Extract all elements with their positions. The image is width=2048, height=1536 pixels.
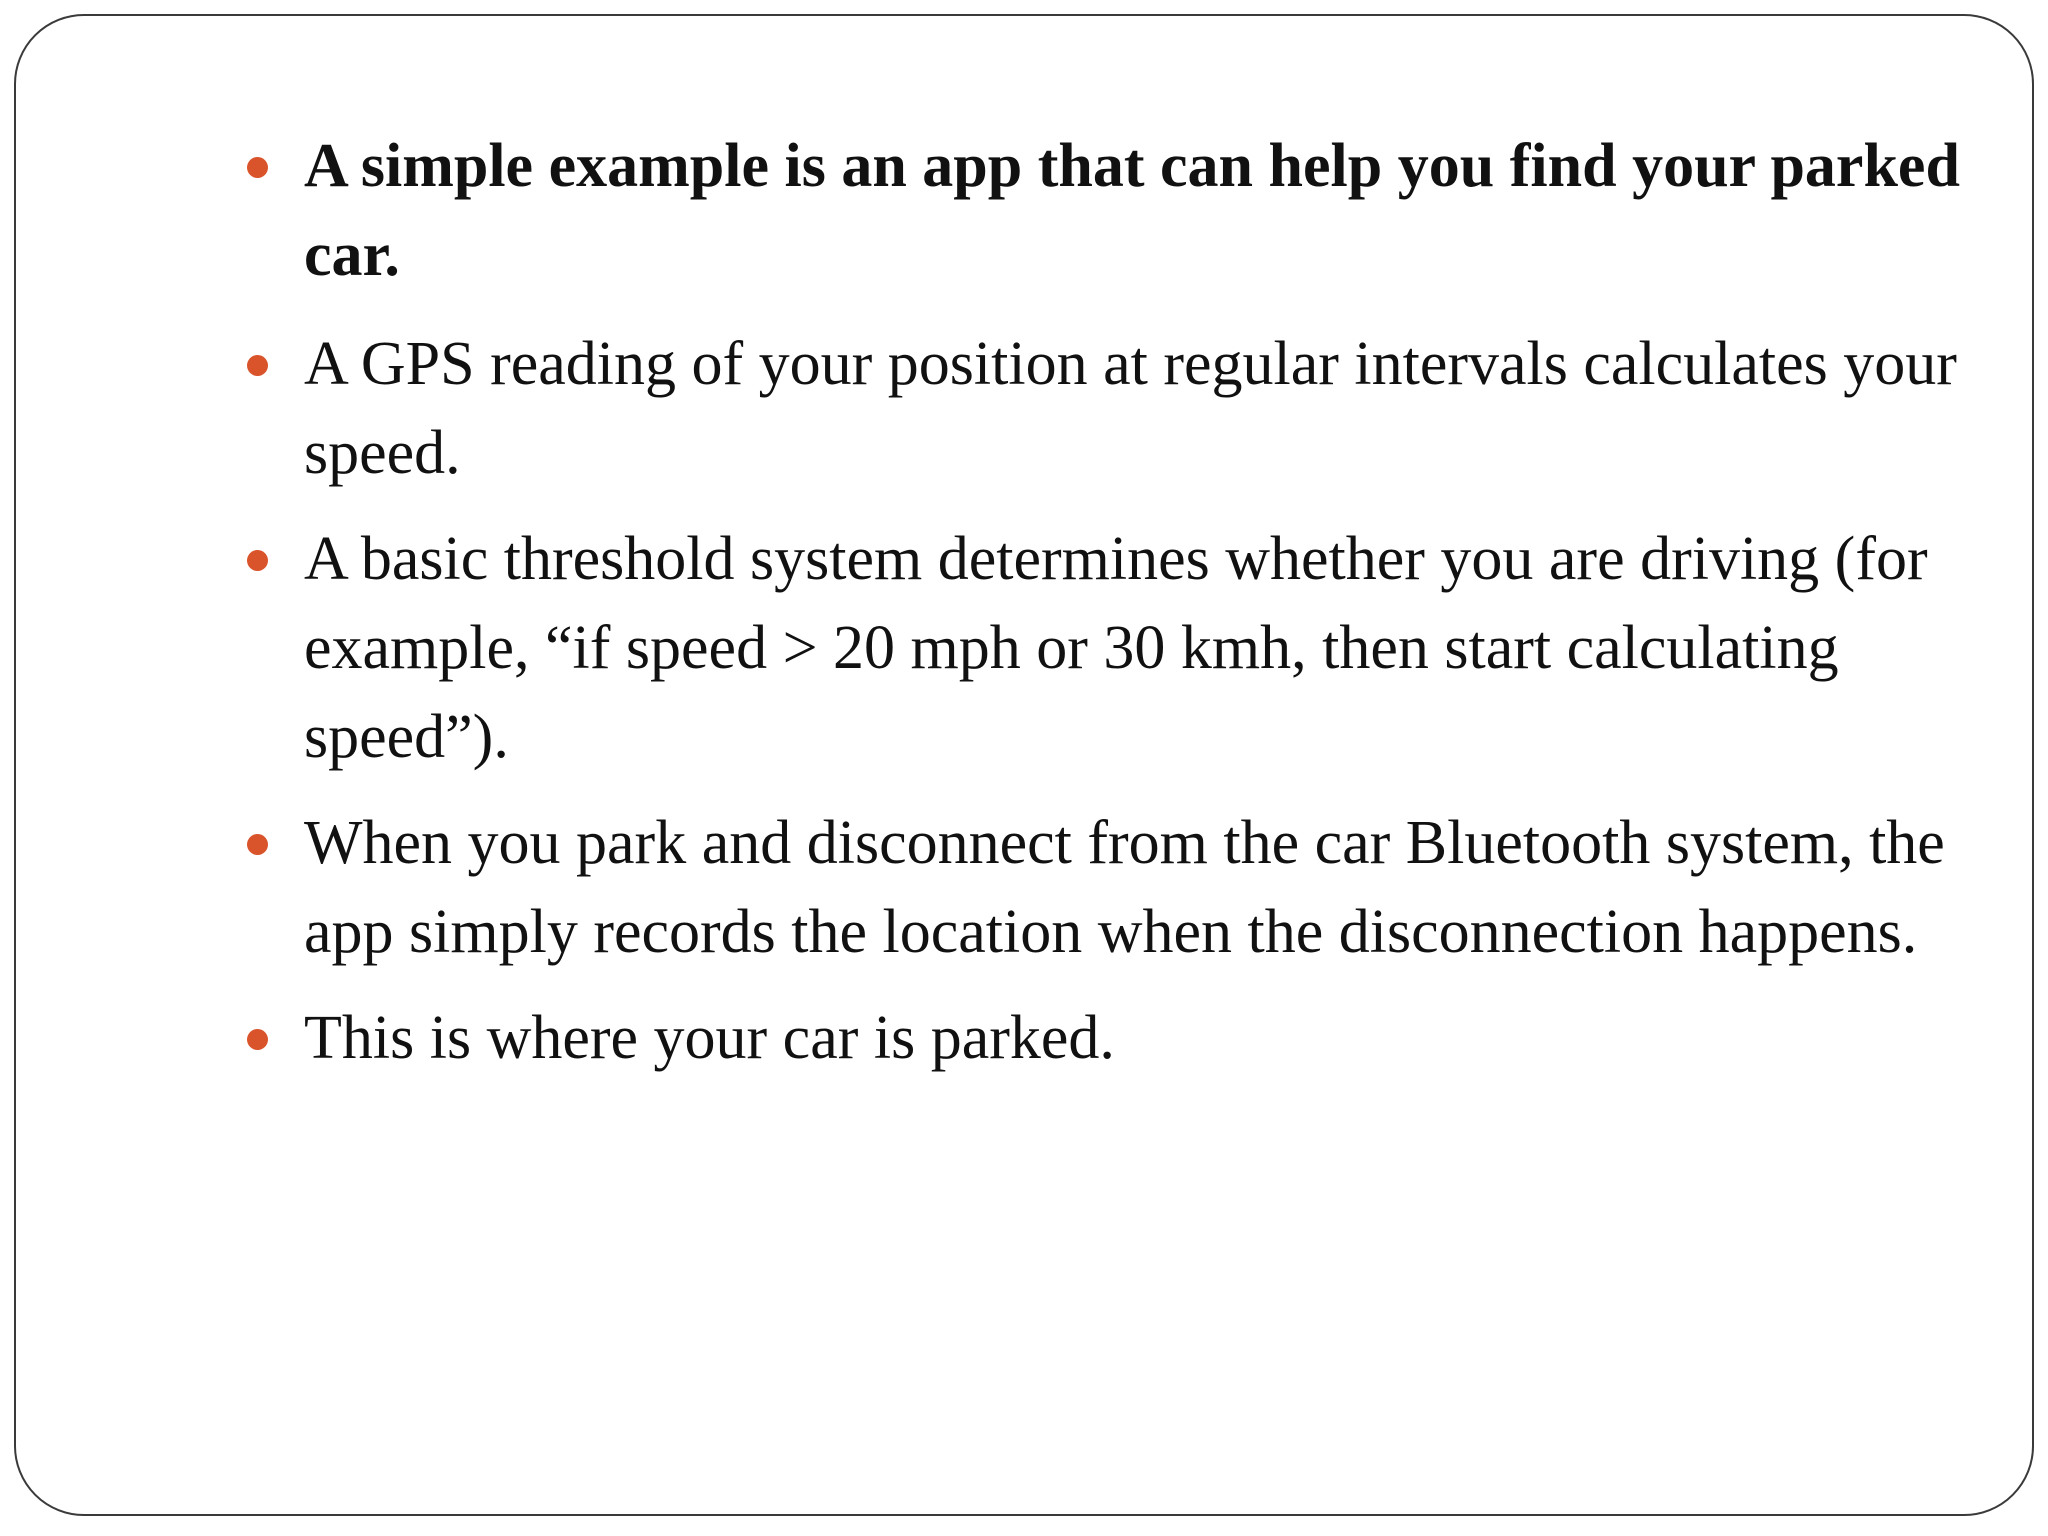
bullet-dot-icon <box>247 550 268 571</box>
slide-frame <box>14 14 2034 1516</box>
bullet-text: This is where your car is parked. <box>304 1004 1115 1072</box>
bullet-dot-icon <box>247 157 268 178</box>
bullet-text: A simple example is an app that can help you find your parked car. <box>304 132 1960 289</box>
bullet-item <box>304 122 1984 300</box>
bullet-list <box>304 122 1984 1100</box>
bullet-item <box>304 799 1984 977</box>
bullet-dot-icon <box>247 834 268 855</box>
bullet-item <box>304 320 1984 498</box>
bullet-text: A basic threshold system determines whether you are driving (for example, “if speed > 20 mph or 30 kmh, then start calculating speed”). <box>304 525 1928 771</box>
bullet-item <box>304 515 1984 782</box>
bullet-text: When you park and disconnect from the car Bluetooth system, the app simply records the location when the disconnection happens. <box>304 809 1945 966</box>
bullet-text: A GPS reading of your position at regular intervals calculates your speed. <box>304 330 1957 487</box>
bullet-item <box>304 994 1984 1083</box>
bullet-dot-icon <box>247 355 268 376</box>
bullet-dot-icon <box>247 1029 268 1050</box>
